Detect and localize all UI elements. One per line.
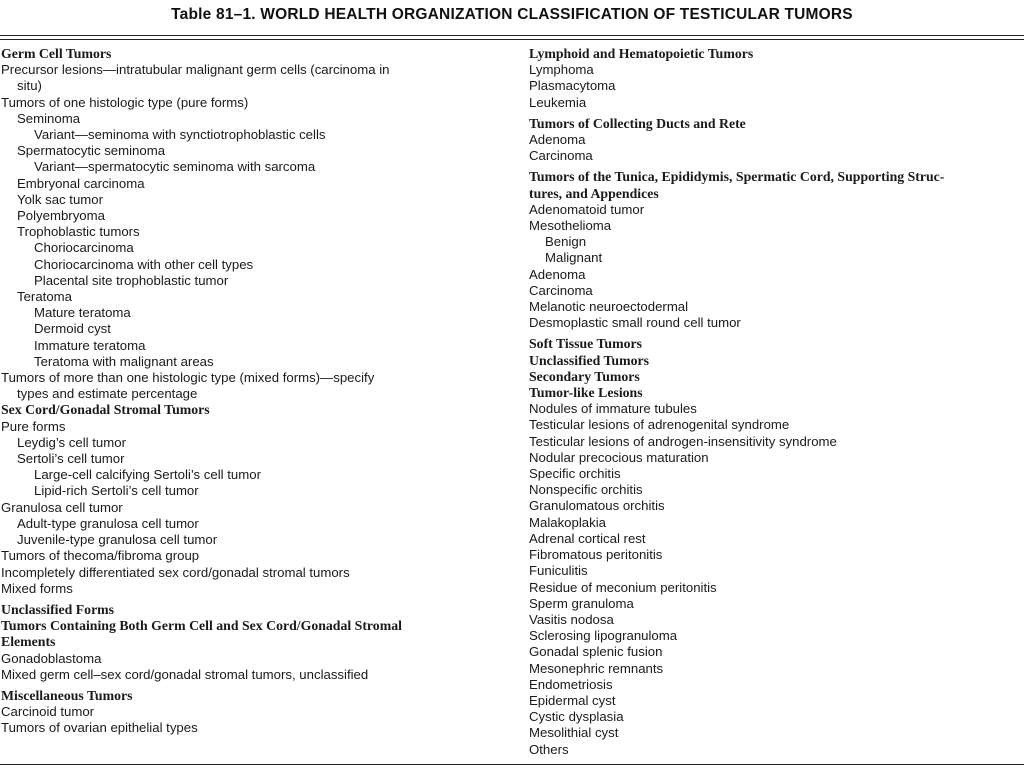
list-item: Leydig’s cell tumor bbox=[17, 434, 126, 450]
section-heading: Unclassified Forms bbox=[1, 601, 115, 617]
list-item: Gonadal splenic fusion bbox=[529, 644, 663, 660]
section-heading: Elements bbox=[1, 634, 56, 650]
list-item: Carcinoid tumor bbox=[1, 704, 95, 720]
section-heading: Secondary Tumors bbox=[529, 368, 640, 384]
list-item: Granulosa cell tumor bbox=[1, 499, 123, 515]
list-item: Carcinoma bbox=[529, 282, 593, 298]
list-item: situ) bbox=[17, 78, 42, 94]
list-item: Cystic dysplasia bbox=[529, 709, 624, 725]
list-item: Tumors of thecoma/fibroma group bbox=[1, 548, 200, 564]
list-item: Gonadoblastoma bbox=[1, 650, 102, 666]
list-item: Fibromatous peritonitis bbox=[529, 547, 663, 563]
section-heading: Tumors of the Tunica, Epididymis, Spermatic Cord, Supporting Struc- bbox=[529, 169, 945, 185]
list-item: Polyembryoma bbox=[17, 208, 105, 224]
list-item: Pure forms bbox=[1, 418, 66, 434]
right-column bbox=[529, 46, 1024, 758]
section-heading: Sex Cord/Gonadal Stromal Tumors bbox=[1, 402, 210, 418]
list-item: Placental site trophoblastic tumor bbox=[34, 272, 229, 288]
list-item: Others bbox=[529, 741, 569, 757]
list-item: Melanotic neuroectodermal bbox=[529, 299, 689, 315]
list-item: Sclerosing lipogranuloma bbox=[529, 628, 678, 644]
list-item: Granulomatous orchitis bbox=[529, 498, 665, 514]
list-item: Tumors of one histologic type (pure forms) bbox=[1, 94, 249, 110]
list-item: Nonspecific orchitis bbox=[529, 482, 643, 498]
list-item: Mature teratoma bbox=[34, 305, 131, 321]
list-item: Adenomatoid tumor bbox=[529, 201, 645, 217]
list-item: Mixed germ cell–sex cord/gonadal stromal tumors, unclassified bbox=[1, 666, 369, 682]
top-rule bbox=[0, 35, 1024, 36]
section-heading: Tumor-like Lesions bbox=[529, 385, 643, 401]
list-item: Mixed forms bbox=[1, 580, 73, 596]
list-item: Incompletely differentiated sex cord/gonadal stromal tumors bbox=[1, 564, 350, 580]
list-item: Lymphoma bbox=[529, 62, 594, 78]
list-item: Adenoma bbox=[529, 266, 586, 282]
list-item: Adult-type granulosa cell tumor bbox=[17, 515, 199, 531]
list-item: Plasmacytoma bbox=[529, 78, 616, 94]
section-heading: Unclassified Tumors bbox=[529, 352, 649, 368]
list-item: Choriocarcinoma bbox=[34, 240, 134, 256]
list-item: Adrenal cortical rest bbox=[529, 530, 646, 546]
list-item: Seminoma bbox=[17, 110, 81, 126]
list-item: Endometriosis bbox=[529, 676, 613, 692]
list-item: Mesolithial cyst bbox=[529, 725, 619, 741]
list-item: Embryonal carcinoma bbox=[17, 175, 145, 191]
list-item: Vasitis nodosa bbox=[529, 611, 614, 627]
list-item: Nodules of immature tubules bbox=[529, 401, 697, 417]
list-item: Dermoid cyst bbox=[34, 321, 111, 337]
list-item: Large-cell calcifying Sertoli’s cell tumor bbox=[34, 467, 261, 483]
list-item: Tumors of ovarian epithelial types bbox=[1, 720, 198, 736]
list-item: Immature teratoma bbox=[34, 337, 146, 353]
list-item: Lipid-rich Sertoli’s cell tumor bbox=[34, 483, 199, 499]
list-item: Sperm granuloma bbox=[529, 595, 634, 611]
list-item: Choriocarcinoma with other cell types bbox=[34, 256, 254, 272]
left-column bbox=[1, 46, 501, 737]
list-item: Sertoli’s cell tumor bbox=[17, 451, 125, 467]
list-item: Carcinoma bbox=[529, 148, 593, 164]
list-item: Tumors of more than one histologic type (mixed forms)—specify bbox=[1, 370, 375, 386]
list-item: Benign bbox=[545, 234, 587, 250]
list-item: Spermatocytic seminoma bbox=[17, 143, 166, 159]
list-item: Leukemia bbox=[529, 94, 587, 110]
list-item: types and estimate percentage bbox=[17, 386, 198, 402]
list-item: Teratoma with malignant areas bbox=[34, 353, 214, 369]
list-item: Desmoplastic small round cell tumor bbox=[529, 315, 741, 331]
bottom-rule bbox=[0, 764, 1024, 765]
section-heading: Tumors Containing Both Germ Cell and Sex Cord/Gonadal Stromal bbox=[1, 618, 402, 634]
list-item: Testicular lesions of androgen-insensitivity syndrome bbox=[529, 433, 837, 449]
list-item: Testicular lesions of adrenogenital syndrome bbox=[529, 417, 790, 433]
list-item: Trophoblastic tumors bbox=[17, 224, 140, 240]
section-heading: Tumors of Collecting Ducts and Rete bbox=[529, 115, 746, 131]
list-item: Specific orchitis bbox=[529, 466, 621, 482]
list-item: Precursor lesions—intratubular malignant germ cells (carcinoma in bbox=[1, 62, 390, 78]
list-item: Adenoma bbox=[529, 132, 586, 148]
list-item: Yolk sac tumor bbox=[17, 191, 104, 207]
section-heading: Lymphoid and Hematopoietic Tumors bbox=[529, 46, 754, 61]
list-item: Juvenile-type granulosa cell tumor bbox=[17, 532, 218, 548]
list-item: Malignant bbox=[545, 250, 603, 266]
section-heading: Miscellaneous Tumors bbox=[1, 687, 133, 703]
section-heading: Germ Cell Tumors bbox=[1, 46, 112, 61]
list-item: Teratoma bbox=[17, 289, 72, 305]
top-rule-inner bbox=[0, 39, 1024, 40]
list-item: Epidermal cyst bbox=[529, 692, 616, 708]
list-item: Nodular precocious maturation bbox=[529, 449, 709, 465]
list-item: Mesothelioma bbox=[529, 218, 612, 234]
list-item: Residue of meconium peritonitis bbox=[529, 579, 717, 595]
list-item: Variant—spermatocytic seminoma with sarcoma bbox=[34, 159, 316, 175]
list-item: Mesonephric remnants bbox=[529, 660, 664, 676]
list-item: Funiculitis bbox=[529, 563, 588, 579]
list-item: Malakoplakia bbox=[529, 514, 606, 530]
list-item: Variant—seminoma with synctiotrophoblastic cells bbox=[34, 127, 326, 143]
section-heading: tures, and Appendices bbox=[529, 185, 659, 201]
table-title: Table 81–1. WORLD HEALTH ORGANIZATION CLASSIFICATION OF TESTICULAR TUMORS bbox=[171, 6, 853, 23]
section-heading: Soft Tissue Tumors bbox=[529, 336, 642, 352]
